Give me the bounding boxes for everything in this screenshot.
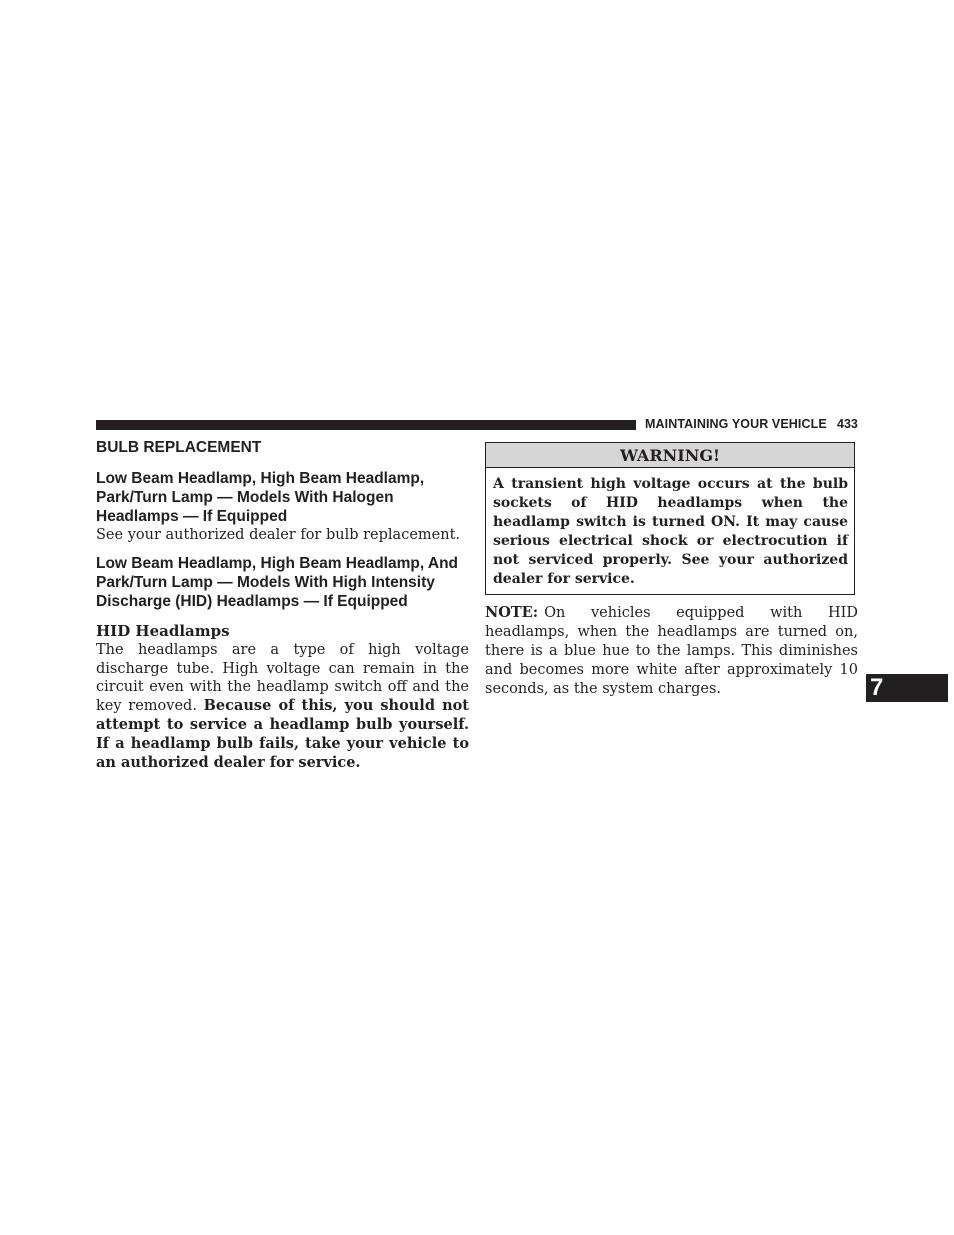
hid-paragraph	[96, 641, 469, 773]
note-label: NOTE:	[485, 604, 539, 622]
halogen-heading: Low Beam Headlamp, High Beam Headlamp, Park/Turn Lamp — Models With Halogen Headlamps — If Equipped	[96, 470, 425, 525]
note-paragraph	[485, 604, 858, 698]
halogen-paragraph: See your authorized dealer for bulb replacement.	[96, 527, 461, 543]
section-heading: BULB REPLACEMENT	[96, 439, 262, 456]
warning-title: WARNING!	[486, 443, 854, 468]
left-column	[96, 438, 469, 772]
right-column	[485, 442, 858, 713]
page-number: 433	[837, 417, 858, 431]
warning-box	[485, 442, 855, 595]
hid-heading: Low Beam Headlamp, High Beam Headlamp, And Park/Turn Lamp — Models With High Intensity Discharge (HID) Headlamps — If Equipped	[96, 554, 459, 610]
warning-text: A transient high voltage occurs at the bulb sockets of HID headlamps when the headlamp switch is turned ON. It may cause serious electrical shock or electrocution if not serviced properly. See your authorized dealer for service.	[493, 476, 848, 587]
header-rule	[96, 420, 636, 430]
chapter-tab: 7	[866, 674, 948, 702]
hid-subheading: HID Headlamps	[96, 621, 230, 640]
running-header-section: MAINTAINING YOUR VEHICLE	[645, 417, 827, 431]
hid-paragraph-bold: Because of this, you should not attempt to service a headlamp bulb yourself. If a headlamp bulb fails, take your vehicle to an authorized dealer for service.	[96, 697, 470, 771]
hid-paragraph-regular: The headlamps are a type of high voltage discharge tube. High voltage can remain in the circuit even with the headlamp switch off and the key removed.	[96, 641, 469, 715]
note-text: On vehicles equipped with HID headlamps, when the headlamps are turned on, there is a blue hue to the lamps. This diminishes and becomes more white after approximately 10 seconds, as the system charges.	[485, 605, 858, 697]
